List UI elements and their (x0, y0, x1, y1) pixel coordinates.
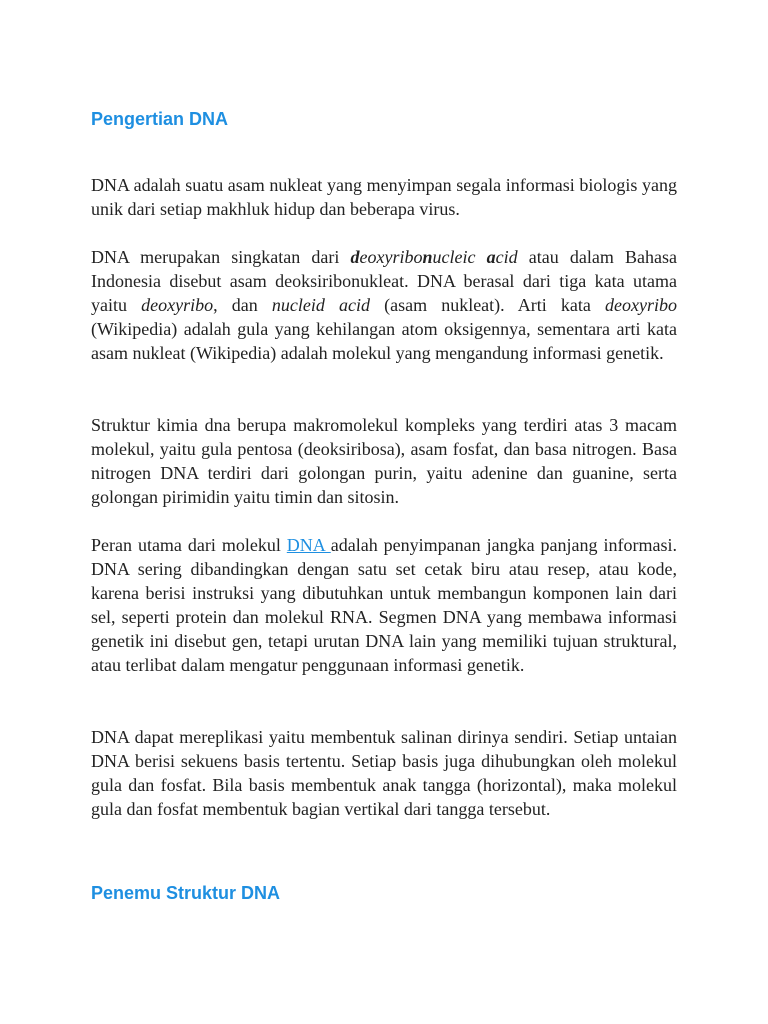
section-heading-penemu-struktur-dna: Penemu Struktur DNA (91, 883, 281, 903)
dna-link[interactable]: DNA (286, 535, 331, 555)
paragraph-text: DNA merupakan singkatan dari (91, 247, 351, 267)
term-nucleid-acid: nucleid acid (271, 295, 370, 315)
paragraph-text: Peran utama dari molekul (91, 535, 287, 555)
term-deoxyribo: deoxyribo (605, 295, 678, 315)
paragraph-text: , dan (213, 295, 272, 315)
paragraph-acronym (91, 245, 677, 365)
paragraph-main-role (91, 533, 677, 677)
paragraph-text: (asam nukleat). Arti kata (369, 295, 606, 315)
paragraph-text: atau dalam Bahasa Indonesia disebut asam deoksiribonukleat. DNA berasal dari tiga kata utama yaitu (91, 247, 677, 315)
section-heading-pengertian-dna: Pengertian DNA (91, 109, 229, 129)
term-deoxyribonucleic-acid: deoxyribonucleic acid (350, 247, 518, 267)
paragraph-text: adalah penyimpanan jangka panjang informasi. DNA sering dibandingkan dengan satu set cetak biru atau resep, atau kode, karena berisi instruksi yang dibutuhkan untuk membangun komponen lain dari sel, seperti protein dan molekul RNA. Segmen DNA yang membawa informasi genetik ini disebut gen, tetapi urutan DNA lain yang memiliki tujuan struktural, atau terlibat dalam mengatur penggunaan informasi genetik. (91, 535, 677, 675)
paragraph-chemical-structure: Struktur kimia dna berupa makromolekul kompleks yang terdiri atas 3 macam molekul, yaitu gula pentosa (deoksiribosa), asam fosfat, dan basa nitrogen. Basa nitrogen DNA terdiri dari golongan purin, yaitu adenine dan guanine, serta golongan pirimidin yaitu timin dan sitosin. (91, 415, 677, 507)
paragraph-replication: DNA dapat mereplikasi yaitu membentuk salinan dirinya sendiri. Setiap untaian DNA berisi sekuens basis tertentu. Setiap basis juga dihubungkan oleh molekul gula dan fosfat. Bila basis membentuk anak tangga (horizontal), maka molekul gula dan fosfat membentuk bagian vertikal dari tangga tersebut. (91, 727, 677, 819)
term-deoxyribo: deoxyribo (141, 295, 214, 315)
paragraph-definition: DNA adalah suatu asam nukleat yang menyimpan segala informasi biologis yang unik dari setiap makhluk hidup dan beberapa virus. (91, 175, 677, 219)
paragraph-text: (Wikipedia) adalah gula yang kehilangan atom oksigennya, sementara arti kata asam nukleat (Wikipedia) adalah molekul yang mengandung informasi genetik. (91, 319, 677, 363)
